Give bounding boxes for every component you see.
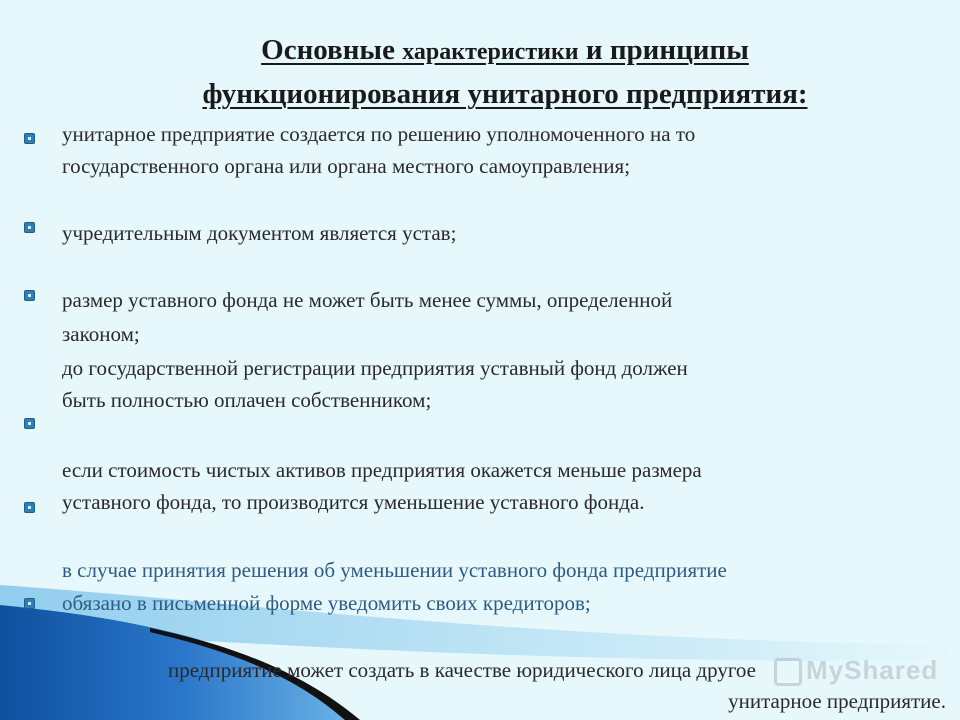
text-line: унитарное предприятие создается по решению уполномоченного на то [62, 122, 696, 146]
text-line: государственного органа или органа местного самоуправления; [62, 154, 631, 178]
watermark-icon [774, 658, 802, 686]
text-line: если стоимость чистых активов предприятия окажется меньше размера [62, 458, 702, 482]
text-line: до государственной регистрации предприятия уставный фонд должен [62, 356, 688, 380]
text-line: законом; [62, 322, 140, 346]
bullet-marker [24, 418, 35, 429]
bullet-marker [24, 598, 35, 609]
title-word-main: Основные [261, 34, 403, 66]
text-line: унитарное предприятие. [728, 689, 946, 713]
bullet-marker [24, 290, 35, 301]
text-line: предприятие может создать в качестве юридического лица другое [168, 658, 756, 682]
watermark-logo [774, 655, 938, 686]
title-word-principles: и принципы [578, 34, 749, 66]
text-line-blue: в случае принятия решения об уменьшении уставного фонда предприятие [62, 558, 727, 582]
bullet-marker [24, 222, 35, 233]
slide-title-line-2: функционирования унитарного предприятия: [202, 78, 808, 110]
watermark-text: MyShared [806, 655, 939, 685]
text-line: уставного фонда, то производится уменьшение уставного фонда. [62, 490, 645, 514]
title-word-characteristics: характеристики [402, 39, 579, 65]
text-line: размер уставного фонда не может быть менее суммы, определенной [62, 288, 673, 312]
slide-title-line-1 [0, 34, 960, 67]
text-line: быть полностью оплачен собственником; [62, 388, 432, 412]
bullet-marker [24, 502, 35, 513]
text-line-blue: обязано в письменной форме уведомить своих кредиторов; [62, 591, 591, 615]
bullet-marker [24, 133, 35, 144]
text-line: учредительным документом является устав; [62, 221, 457, 245]
